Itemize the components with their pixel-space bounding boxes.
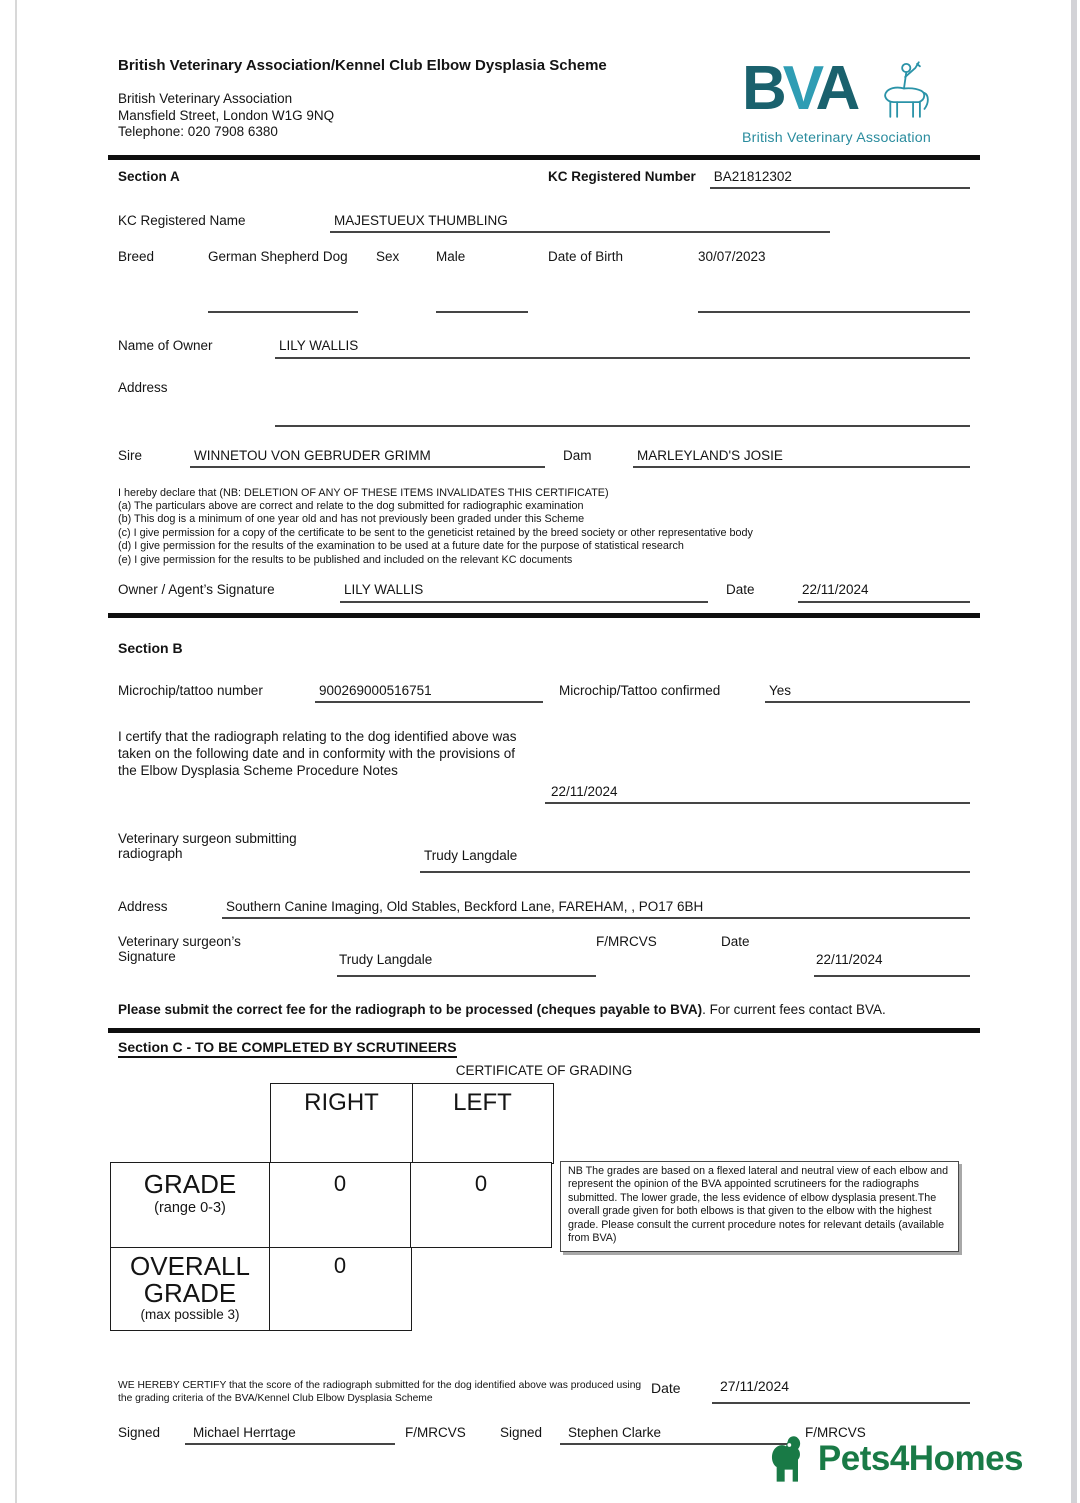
pets4homes-logo [769, 1435, 1023, 1483]
declaration-line: (b) This dog is a minimum of one year old and has not previously been graded under this Scheme [118, 513, 585, 526]
declaration-line: I hereby declare that (NB: DELETION OF ANY OF THESE ITEMS INVALIDATES THIS CERTIFICATE) [118, 486, 609, 499]
kc-name-label: KC Registered Name [118, 212, 246, 228]
signed-label-1: Signed [118, 1424, 161, 1440]
microchip-label: Microchip/tattoo number [118, 682, 263, 698]
grade-row [110, 1162, 554, 1248]
vet-address-value: Southern Canine Imaging, Old Stables, Beckford Lane, FAREHAM, , PO17 6BH [222, 899, 970, 919]
breed-label: Breed [118, 248, 155, 264]
overall-grade-label-line1: OVERALL [130, 1250, 250, 1281]
pets4homes-wordmark: Pets4Homes [817, 1439, 1023, 1478]
grade-label-cell [110, 1162, 270, 1248]
overall-grade-label-cell [110, 1247, 270, 1331]
breed-value: German Shepherd Dog [208, 249, 358, 313]
org-phone: Telephone: 020 7908 6380 [118, 124, 278, 139]
vet-date-value: 22/11/2024 [814, 934, 970, 977]
section-b-divider [108, 613, 980, 618]
grading-table-header-row [270, 1083, 554, 1164]
scrutineer-2-name: Stephen Clarke [560, 1425, 790, 1445]
vet-qualification: F/MRCVS [596, 933, 657, 949]
certificate-of-grading-title: CERTIFICATE OF GRADING [455, 1062, 633, 1078]
radiograph-date-row [118, 784, 970, 804]
owner-label: Name of Owner [118, 337, 213, 353]
vet-submitting-row [118, 831, 970, 873]
nb-note-box: NB The grades are based on a flexed lateral and neutral view of each elbow and represent the opinion of the BVA appointed scrutineers for the radiographs submitted. The lower grade, the less evidence of elbow dysplasia present.The overall grade given for both elbows is that given to the elbow with the highest grade. Please consult the current procedure notes for relevant details (available from BVA) [560, 1161, 959, 1252]
grade-left-value: 0 [410, 1162, 552, 1248]
owner-signature-row [118, 582, 970, 603]
microchip-row [118, 683, 970, 703]
radiograph-date-value: 22/11/2024 [545, 784, 970, 804]
declaration-line: (a) The particulars above are correct and relate to the dog submitted for radiographic examination [118, 499, 584, 512]
section-a-header-row [118, 169, 970, 189]
bva-logo-caption: British Veterinary Association [742, 130, 931, 146]
owner-address-line [275, 425, 970, 427]
scrutineer-1-qualification: F/MRCVS [405, 1424, 466, 1440]
declaration-block [118, 487, 970, 567]
section-c [118, 1033, 970, 1495]
owner-address-row [118, 380, 970, 395]
owner-address-label: Address [118, 379, 168, 395]
breed-sex-dob-row [118, 249, 970, 313]
dam-label: Dam [563, 447, 592, 463]
radiograph-certify-text: I certify that the radiograph relating to the dog identified above was taken on the following date and in conformity with the provisions of the Elbow Dysplasia Scheme Procedure Notes [118, 728, 517, 779]
dob-label: Date of Birth [548, 248, 624, 264]
section-a-heading: Section A [118, 168, 180, 184]
signed-label-2: Signed [500, 1424, 543, 1440]
grade-right-value: 0 [269, 1162, 412, 1248]
form-title: British Veterinary Association/Kennel Club Elbow Dysplasia Scheme [118, 57, 607, 74]
section-a-divider [108, 155, 980, 160]
scrutineer-1-name: Michael Herrtage [185, 1425, 395, 1445]
hereby-certify-text: WE HEREBY CERTIFY that the score of the radiograph submitted for the dog identified above was produced using the grading criteria of the BVA/Kennel Club Elbow Dysplasia Scheme [118, 1379, 642, 1404]
vet-signature-row [118, 934, 970, 977]
section-c-heading: Section C - TO BE COMPLETED BY SCRUTINEERS [118, 1039, 457, 1058]
microchip-confirmed-label: Microchip/Tattoo confirmed [559, 682, 721, 698]
owner-date-label: Date [726, 581, 755, 597]
section-b-heading: Section B [118, 639, 183, 656]
dog-icon [769, 1435, 811, 1483]
bva-wordmark: BVA [742, 54, 857, 123]
vet-address-row [118, 899, 970, 919]
owner-value: LILY WALLIS [275, 338, 970, 359]
grade-label: GRADE [143, 1169, 237, 1200]
owner-signature-label: Owner / Agent’s Signature [118, 581, 275, 597]
kc-name-row [118, 213, 970, 233]
sire-label: Sire [118, 447, 143, 463]
owner-date-value: 22/11/2024 [798, 582, 970, 603]
fee-notice-rest: . For current fees contact BVA. [702, 1001, 886, 1017]
kc-number-value: BA21812302 [710, 169, 970, 189]
vet-signature-label: Veterinary surgeon’s Signature [118, 933, 241, 964]
grading-col-left: LEFT [412, 1083, 554, 1164]
vet-date-label: Date [721, 933, 750, 949]
grading-col-right: RIGHT [270, 1083, 413, 1164]
owner-signature-value: LILY WALLIS [340, 582, 708, 603]
dam-value: MARLEYLAND'S JOSIE [633, 448, 970, 468]
sire-value: WINNETOU VON GEBRUDER GRIMM [190, 448, 545, 468]
declaration-line: (e) I give permission for the results to be published and included on the relevant KC documents [118, 553, 573, 566]
dob-value: 30/07/2023 [698, 249, 970, 313]
scrutineer-date-value: 27/11/2024 [712, 1378, 970, 1404]
org-address-block [118, 91, 970, 141]
overall-grade-label-line2: GRADE [143, 1277, 237, 1308]
scan-left-edge [15, 0, 17, 1503]
owner-row [118, 338, 970, 359]
fee-notice [118, 1001, 970, 1018]
scrutineer-2-qualification: F/MRCVS [805, 1424, 866, 1440]
vet-submitting-label: Veterinary surgeon submitting radiograph [118, 830, 297, 861]
sire-dam-row [118, 448, 970, 468]
org-street: Mansfield Street, London W1G 9NQ [118, 107, 335, 123]
scrutineer-date-label: Date [651, 1379, 681, 1396]
org-name: British Veterinary Association [118, 91, 293, 106]
declaration-line: (d) I give permission for the results of the examination to be used at a future date for the purpose of statistical research [118, 540, 684, 553]
scan-right-edge [1071, 0, 1077, 1503]
grading-table [110, 1083, 554, 1331]
overall-grade-note: (max possible 3) [140, 1306, 240, 1322]
kc-name-value: MAJESTUEUX THUMBLING [330, 213, 830, 233]
sex-value: Male [436, 249, 528, 313]
sex-label: Sex [376, 248, 400, 264]
vet-submitting-value: Trudy Langdale [420, 831, 970, 873]
microchip-value: 900269000516751 [315, 683, 543, 703]
vet-signature-value: Trudy Langdale [337, 934, 596, 977]
fee-notice-bold: Please submit the correct fee for the radiograph to be processed (cheques payable to BVA) [118, 1001, 703, 1017]
overall-grade-value: 0 [269, 1247, 412, 1331]
vet-address-label: Address [118, 898, 168, 914]
overall-grade-row [110, 1247, 554, 1331]
declaration-line: (c) I give permission for a copy of the certificate to be sent to the geneticist retained by the breed society or other representative body [118, 526, 753, 539]
kc-number-label: KC Registered Number [548, 168, 696, 184]
grade-range-note: (range 0-3) [154, 1200, 226, 1217]
microchip-confirmed-value: Yes [765, 683, 970, 703]
